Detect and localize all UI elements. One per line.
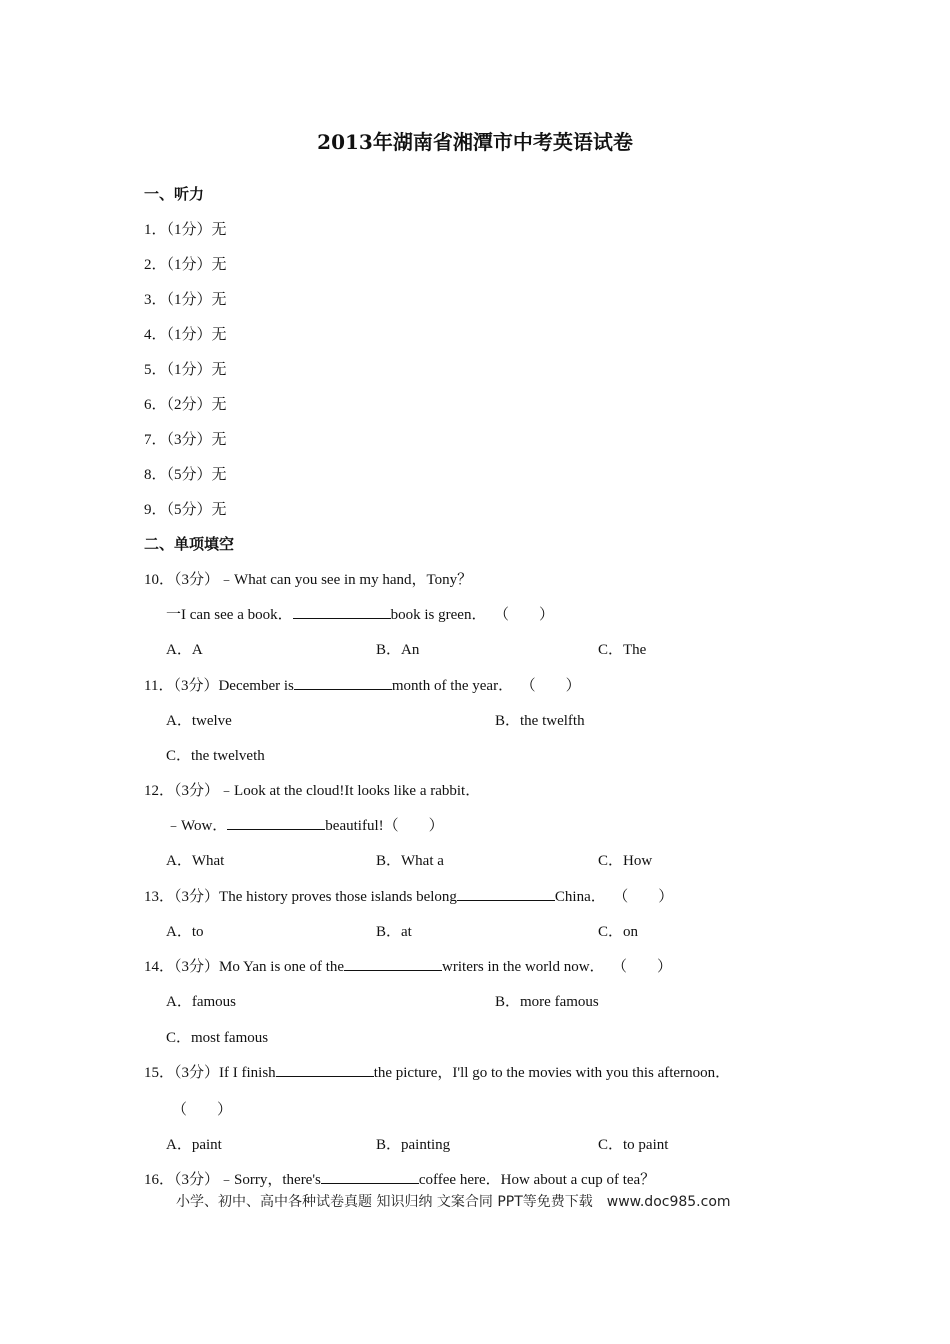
option-a: A．famous bbox=[166, 994, 236, 1010]
answer-paren: （ ） bbox=[612, 959, 673, 975]
question-14-stem: 14．（3分）Mo Yan is one of the writers in the world now． （ ） bbox=[144, 955, 672, 976]
listening-item: 8．（5分）无 bbox=[144, 467, 227, 483]
listening-item: 2．（1分）无 bbox=[144, 257, 227, 273]
option-a: A．A bbox=[166, 642, 203, 658]
question-12-line2: ﹣Wow． beautiful!（ ） bbox=[166, 814, 444, 835]
option-c: C．most famous bbox=[166, 1030, 269, 1046]
option-b: B．at bbox=[376, 924, 412, 940]
answer-blank bbox=[227, 815, 325, 830]
listening-item: 3．（1分）无 bbox=[144, 292, 227, 308]
option-b: B．the twelfth bbox=[495, 713, 585, 729]
question-16-stem: 16．（3分）﹣Sorry，there's coffee here．How about a cup of tea？ bbox=[144, 1168, 655, 1189]
listening-item: 5．（1分）无 bbox=[144, 362, 227, 378]
option-a: A．twelve bbox=[166, 713, 232, 729]
footer-watermark: 小学、初中、高中各种试卷真题 知识归纳 文案合同 PPT等免费下载 www.doc985.com bbox=[176, 1194, 731, 1210]
answer-blank bbox=[321, 1169, 419, 1184]
listening-item: 1．（1分）无 bbox=[144, 222, 227, 238]
option-c: C．The bbox=[598, 642, 647, 658]
answer-blank bbox=[294, 675, 392, 690]
option-c: C．How bbox=[598, 853, 653, 869]
section-heading-listening: 一、听力 bbox=[144, 185, 205, 203]
option-b: B．What a bbox=[376, 853, 444, 869]
question-10-line2: 一I can see a book． book is green． （ ） bbox=[166, 603, 554, 624]
answer-blank bbox=[457, 886, 555, 901]
option-b: B．painting bbox=[376, 1137, 451, 1153]
question-15-stem: 15．（3分）If I finish the picture，I'll go to the movies with you this afternoon． bbox=[144, 1061, 730, 1082]
option-a: A．to bbox=[166, 924, 204, 940]
question-11-stem: 11．（3分）December is month of the year． （ ） bbox=[144, 674, 581, 695]
listening-item: 7．（3分）无 bbox=[144, 432, 227, 448]
question-13-stem: 13．（3分）The history proves those islands belong China． （ ） bbox=[144, 885, 673, 906]
listening-item: 9．（5分）无 bbox=[144, 502, 227, 518]
listening-item: 4．（1分）无 bbox=[144, 327, 227, 343]
option-a: A．What bbox=[166, 853, 225, 869]
answer-blank bbox=[276, 1062, 374, 1077]
option-c: C．to paint bbox=[598, 1137, 669, 1153]
option-a: A．paint bbox=[166, 1137, 222, 1153]
option-b: B．more famous bbox=[495, 994, 599, 1010]
question-10-stem: 10．（3分）﹣What can you see in my hand，Tony？ bbox=[144, 572, 473, 588]
answer-paren: （ ） bbox=[383, 818, 444, 834]
answer-paren: （ ） bbox=[493, 607, 554, 623]
option-b: B．An bbox=[376, 642, 420, 658]
answer-blank bbox=[344, 956, 442, 971]
option-c: C．on bbox=[598, 924, 639, 940]
answer-paren: （ ） bbox=[613, 889, 674, 905]
answer-paren: （ ） bbox=[172, 1102, 233, 1118]
section-heading-single-choice: 二、单项填空 bbox=[144, 535, 235, 553]
answer-paren: （ ） bbox=[520, 678, 581, 694]
listening-item: 6．（2分）无 bbox=[144, 397, 227, 413]
question-12-stem: 12．（3分）﹣Look at the cloud!It looks like a rabbit． bbox=[144, 783, 481, 799]
page-title: 2013年湖南省湘潭市中考英语试卷 bbox=[317, 130, 633, 154]
answer-blank bbox=[293, 604, 391, 619]
option-c: C．the twelveth bbox=[166, 748, 265, 764]
